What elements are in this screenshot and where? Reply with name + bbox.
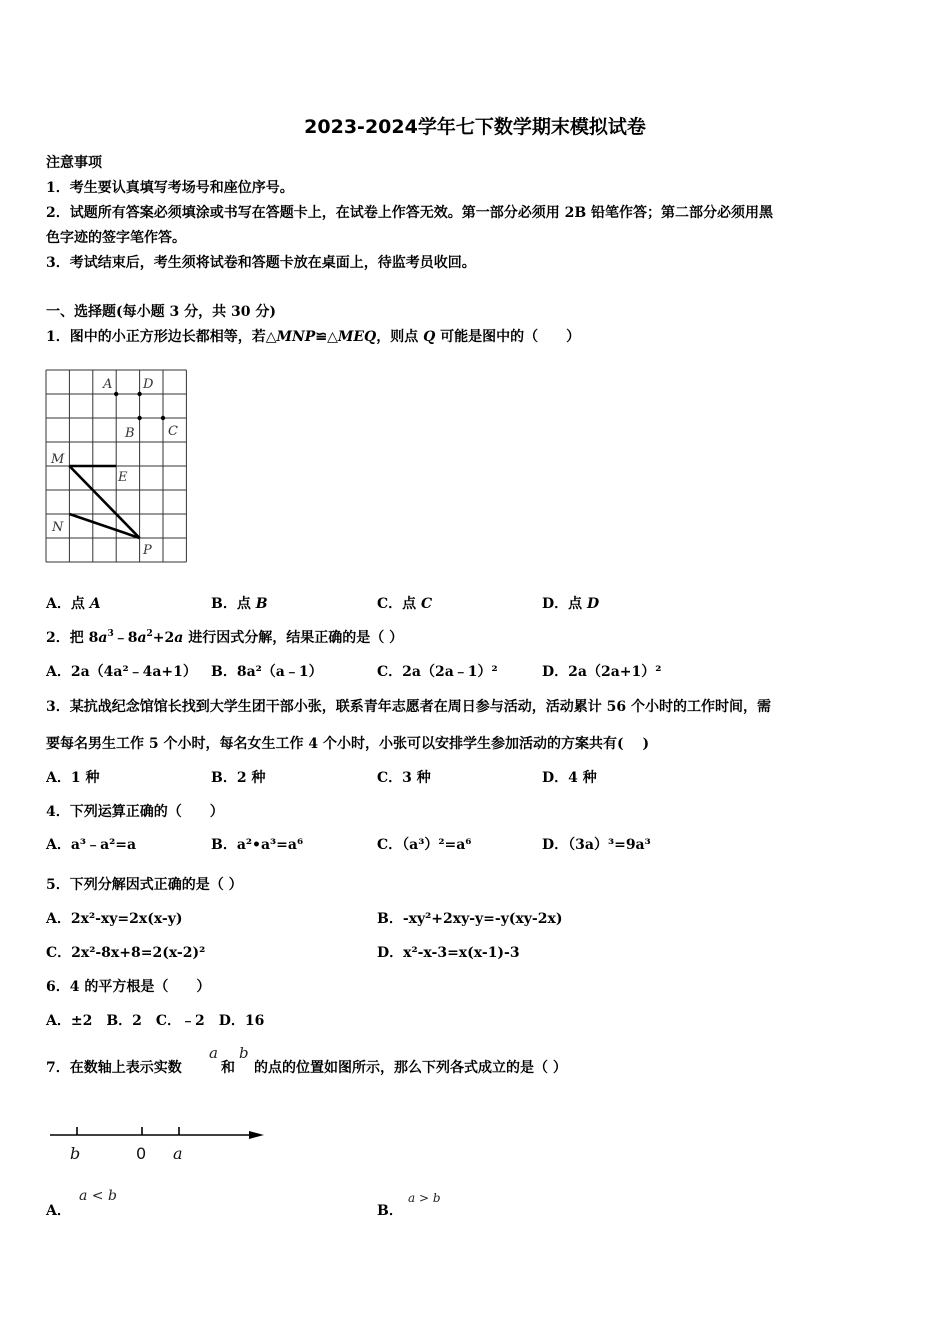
notice-item-1: 1．考生要认真填写考场号和座位序号。	[46, 180, 294, 196]
q7-var-a: a	[209, 1044, 218, 1062]
q1-option-a[interactable]: A．点 A	[46, 596, 101, 612]
question-5-stem: 5．下列分解因式正确的是（ ）	[46, 877, 243, 893]
q7-option-b-expr: a > b	[408, 1191, 441, 1205]
q5-option-a[interactable]: A．2x²-xy=2x(x-y)	[46, 911, 183, 927]
question-3-line-1: 3．某抗战纪念馆馆长找到大学生团干部小张，联系青年志愿者在周日参与活动，活动累计 56 个小时的工作时间，需	[46, 699, 771, 715]
question-6-stem: 6．4 的平方根是（ ）	[46, 979, 211, 995]
question-7-stem-post: 的点的位置如图所示，那么下列各式成立的是（ ）	[254, 1060, 567, 1076]
question-2-stem: 2．把 $8a^3﹣8a^2+2a$ 进行因式分解，结果正确的是（ ）	[46, 629, 404, 646]
question-7-and: 和	[221, 1060, 235, 1076]
grid-label-b: B	[125, 426, 135, 441]
q3-option-b[interactable]: B．2 种	[211, 770, 266, 786]
q4-option-b[interactable]: B．a²•a³=a⁶	[211, 837, 304, 853]
q4-option-d[interactable]: D．（3a）³=9a³	[542, 837, 651, 853]
question-4-stem: 4．下列运算正确的（ ）	[46, 804, 224, 820]
notice-heading: 注意事项	[46, 155, 102, 171]
q2-option-d[interactable]: D．2a（2a+1）²	[542, 664, 662, 680]
grid-label-m: M	[51, 452, 65, 467]
q3-option-c[interactable]: C．3 种	[377, 770, 431, 786]
q5-option-d[interactable]: D．x²-x-3=x(x-1)-3	[377, 945, 520, 961]
q1-option-c[interactable]: C．点 C	[377, 596, 433, 612]
q5-option-b[interactable]: B．-xy²+2xy-y=-y(xy-2x)	[377, 911, 563, 927]
grid-label-d: D	[143, 377, 154, 392]
section-heading: 一、选择题(每小题 3 分，共 30 分)	[46, 304, 276, 320]
q3-option-d[interactable]: D．4 种	[542, 770, 597, 786]
q6-options[interactable]: A．±2 B．2 C．﹣2 D．16	[46, 1013, 265, 1029]
question-7-stem-pre: 7．在数轴上表示实数	[46, 1060, 182, 1076]
q7-option-b-label[interactable]: B．	[377, 1203, 403, 1219]
number-line-figure	[46, 1118, 268, 1168]
q1-option-d[interactable]: D．点 D	[542, 596, 600, 612]
q7-var-b: b	[239, 1044, 249, 1062]
question-3-line-2: 要每名男生工作 5 个小时，每名女生工作 4 个小时，小张可以安排学生参加活动的方案共有( )	[46, 736, 650, 752]
axis-label-zero: 0	[136, 1144, 147, 1163]
q2-option-a[interactable]: A．2a（4a²﹣4a+1）	[46, 664, 197, 680]
axis-label-a: a	[173, 1144, 183, 1163]
q7-option-a-label[interactable]: A．	[46, 1203, 71, 1219]
axis-label-b: b	[70, 1144, 81, 1163]
q2-option-c[interactable]: C．2a（2a﹣1）²	[377, 664, 498, 680]
grid-label-n: N	[52, 520, 64, 535]
question-1-grid-figure	[44, 368, 192, 568]
grid-label-a: A	[103, 377, 113, 392]
notice-item-3: 3．考试结束后，考生须将试卷和答题卡放在桌面上，待监考员收回。	[46, 255, 476, 271]
page-title: 2023-2024学年七下数学期末模拟试卷	[304, 116, 646, 138]
q4-option-c[interactable]: C．（a³）²=a⁶	[377, 837, 472, 853]
q1-option-b[interactable]: B．点 B	[211, 596, 268, 612]
q5-option-c[interactable]: C．2x²-8x+8=2(x-2)²	[46, 945, 206, 961]
question-1-stem: 1．图中的小正方形边长都相等，若△MNP≌△MEQ，则点 Q 可能是图中的（ ）	[46, 329, 581, 345]
q3-option-a[interactable]: A．1 种	[46, 770, 100, 786]
notice-item-2b: 色字迹的签字笔作答。	[46, 230, 186, 246]
q7-option-a-expr: a < b	[79, 1188, 117, 1204]
notice-item-2a: 2．试题所有答案必须填涂或书写在答题卡上，在试卷上作答无效。第一部分必须用 2B 铅笔作答；第二部分必须用黑	[46, 205, 774, 221]
grid-label-c: C	[168, 424, 178, 439]
grid-label-p: P	[143, 543, 152, 558]
grid-label-e: E	[118, 470, 128, 485]
q4-option-a[interactable]: A．a³﹣a²=a	[46, 837, 137, 853]
q2-option-b[interactable]: B．8a²（a﹣1）	[211, 664, 323, 680]
